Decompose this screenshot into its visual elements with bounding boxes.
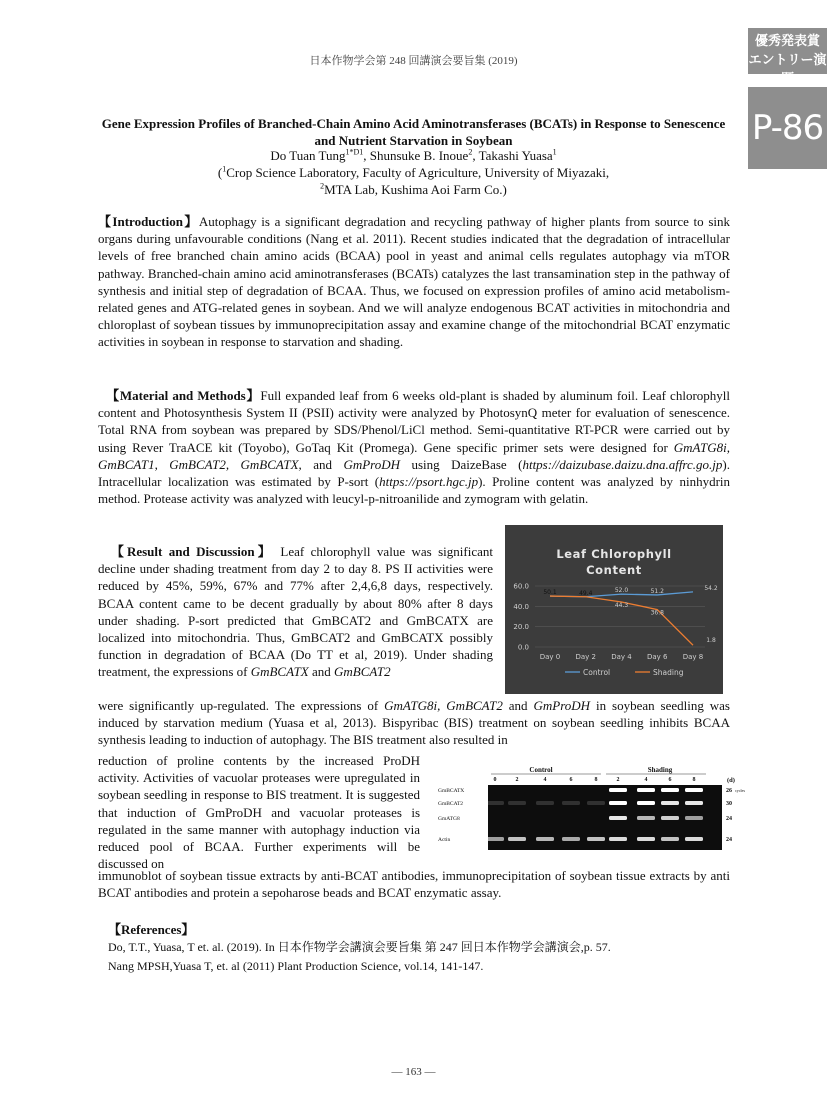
methods-text-4: ). Intracellular localization was estimated by P-sort ( xyxy=(98,456,730,490)
gel-lane-label: 2 xyxy=(515,777,519,783)
page-number: ― 163 ― xyxy=(391,1066,436,1078)
results-text-4: and xyxy=(502,698,534,713)
author-block xyxy=(100,147,727,198)
gel-cycle-label: 26 xyxy=(726,788,732,794)
chart-ytick-label: 0.0 xyxy=(517,643,529,652)
results-bis-text: reduction of proline contents by the increased ProDH activity. Activities of vacuolar proteases were upregulated in soybean seedling in response to BIS treatment. It is suggested that induction of GmProDH and vacuolar proteases is regulated in the same manner with autophagy induction via reduced pool of BCAA. Further experiments will be discussed on xyxy=(98,753,420,872)
chart-data-label: 50.1 xyxy=(543,589,557,597)
award-entry-badge xyxy=(748,28,827,87)
results-text-1: Leaf chlorophyll value was significant decline under shading treatment from day 2 to day 8. PS II activities were reduced by 45%, 59%, 67% and 77% after 2,4,6,8 days, respectively. BCAA content came to be decent gradually by about 80% after 8 days under shading. P-sort predicted that GmBCAT2 and GmBCATX are localized into mitochondria. Thus, GmBCAT2 and GmBCATX possibly function in degradation of BCAA (Do TT et al, 2019). Under shading treatment, the expressions of xyxy=(98,544,493,680)
gel-band xyxy=(609,837,627,841)
gel-lane-label: 0 xyxy=(493,777,497,783)
affiliation-1 xyxy=(100,164,727,181)
chart-ytick-label: 60.0 xyxy=(513,582,529,591)
gel-band xyxy=(486,837,504,841)
results-continued xyxy=(98,697,730,749)
gel-lane-label: 6 xyxy=(668,777,672,783)
methods-heading: 【Material and Methods】 xyxy=(106,388,261,403)
chart-ytick-label: 20.0 xyxy=(513,623,529,632)
author-2-sup: 2 xyxy=(468,147,473,157)
gel-band xyxy=(587,801,605,805)
gel-band xyxy=(508,837,526,841)
paper-title: Gene Expression Profiles of Branched-Chain Amino Acid Aminotransferases (BCATs) in Response to Senescence and Nutrient Starvation in Soybean xyxy=(101,116,726,148)
author-2: , Shunsuke B. Inoue xyxy=(363,148,469,163)
gel-band xyxy=(637,837,655,841)
gel-band xyxy=(661,788,679,792)
results-text-3: were significantly up-regulated. The expressions of xyxy=(98,698,385,713)
gel-lane-label: 6 xyxy=(569,777,573,783)
aff-2-text: MTA Lab, Kushima Aoi Farm Co.) xyxy=(324,182,507,197)
gel-band xyxy=(609,788,627,792)
aff-1-text: Crop Science Laboratory, Faculty of Agriculture, University of Miyazaki, xyxy=(226,165,610,180)
author-1-sup: 1*D1 xyxy=(345,147,364,157)
gel-lane-label: 8 xyxy=(594,777,598,783)
gel-band xyxy=(536,801,554,805)
methods-text-5: ). Proline content was analyzed by ninhydrin method. Protease activity was analyzed with leucyl-p-nitroanilide and zymogram with gelatin. xyxy=(98,474,731,507)
daizubase-url: https://daizubase.daizu.dna.affrc.go.jp xyxy=(522,456,723,472)
gel-control-label: Control xyxy=(529,766,553,774)
gel-shading-label: Shading xyxy=(647,766,673,774)
author-3: , Takashi Yuasa xyxy=(472,148,553,163)
results-gene-2: GmBCAT2 xyxy=(334,664,391,680)
chart-data-label: 52.0 xyxy=(614,587,629,595)
gel-band xyxy=(661,837,679,841)
chart-data-label: 44.3 xyxy=(614,601,629,609)
reference-2: Nang MPSH,Yuasa T, et. al (2011) Plant Production Science, vol.14, 141-147. xyxy=(108,959,484,973)
gel-band xyxy=(486,801,504,805)
psort-url: https://psort.hgc.jp xyxy=(379,474,479,490)
gel-band xyxy=(609,801,627,805)
gel-lane-label: 8 xyxy=(692,777,696,783)
chart-xtick-label: Day 8 xyxy=(682,653,704,661)
aff-open-paren: ( xyxy=(217,165,223,180)
chart-data-label: 51.2 xyxy=(650,587,664,595)
aff-2-sup: 2 xyxy=(320,181,325,191)
gel-band xyxy=(637,816,655,820)
results-heading: 【Result and Discussion】 xyxy=(110,544,274,559)
chlorophyll-chart xyxy=(505,525,723,694)
references-heading: 【References】 xyxy=(108,922,195,937)
introduction-heading: 【Introduction】 xyxy=(98,214,199,229)
gel-band xyxy=(685,837,703,841)
introduction-text: Autophagy is a significant degradation and recycling pathway of higher plants from source to sink organs during unfavourable conditions (Nang et al. 2011). Recent studies indicated that the degradation of intracellular levels of free branched chain amino acids (BCAA) pool in yeast and animal cells regulates autophagy via mTOR pathway. Branched-chain amino acid aminotransferases (BCATs) catalyzes the last transamination step in the pathway of synthesis and initial step of degradation of BCAA. Thus, we focused on expression profiles of amino acid metabolism-related genes and ATG-related genes in soybean. And we will analyze endogenous BCAT activities in mitochondria and chloroplast of soybean tissues by immunoprecipitation assay and examine change of the mitochondrial BCAT enzymatic activities in soybean in response to starvation and shading. xyxy=(98,214,730,350)
gel-panel-label: (d) xyxy=(727,777,735,784)
methods-text-3: using DaizeBase ( xyxy=(400,456,523,472)
chart-legend-label: Control xyxy=(583,668,611,677)
methods-genes: GmATG8i, GmBCAT1, GmBCAT2, GmBCATX, xyxy=(98,439,730,472)
author-1: Do Tuan Tung xyxy=(270,148,346,163)
chart-xtick-label: Day 6 xyxy=(646,653,668,661)
gel-lane-label: 4 xyxy=(543,777,547,783)
chart-xtick-label: Day 0 xyxy=(539,653,561,661)
gel-band xyxy=(562,801,580,805)
results-gene-1: GmBCATX xyxy=(250,664,309,680)
chart-title xyxy=(556,547,671,577)
chart-xtick-label: Day 4 xyxy=(611,653,632,661)
methods-text-1: Full expanded leaf from 6 weeks old-plant is shaded by aluminum foil. Leaf chlorophyll content and Photosynthesis System II (PSII) activity were analyzed by PhotosynQ meter for evaluation of senescence. Total RNA from soybean was prepared by SDS/Phenol/LiCl method. Semi-quantitative RT-PCR were carried out by using Rever TraACE kit (Toyobo), GoTaq Kit (Promega). Gene specific primer sets were designed for xyxy=(98,388,730,455)
gel-band xyxy=(562,837,580,841)
gel-band xyxy=(685,801,703,805)
chart-data-label: 36.8 xyxy=(650,609,664,617)
chart-xtick-label: Day 2 xyxy=(575,653,597,661)
results-text-5: in soybean seedling was induced by starvation medium (Yuasa et al, 2013). Bispyribac (BIS) treatment on soybean seedling inhibits BCAA synthesis leading to induction of autophagy. The BIS treatment also resulted in xyxy=(98,698,730,748)
gel-band xyxy=(661,816,679,820)
chart-data-label: 49.4 xyxy=(579,589,593,597)
gel-band xyxy=(587,837,605,841)
gel-gene-label: GmATG8 xyxy=(438,816,460,822)
chart-data-label: 1.8 xyxy=(706,637,716,645)
poster-code-badge: P-86 xyxy=(748,87,827,169)
award-badge-line2: エントリー演題 xyxy=(748,53,827,87)
gel-cycle-label: 24 xyxy=(726,837,732,843)
author-line xyxy=(100,147,727,164)
gel-band xyxy=(685,788,703,792)
chart-legend-label: Shading xyxy=(653,668,684,677)
results-text-2: and xyxy=(308,664,335,680)
gel-band xyxy=(685,816,703,820)
gel-band xyxy=(609,816,627,820)
chart-title-line1: Leaf Chlorophyll xyxy=(556,547,672,561)
reference-1: Do, T.T., Yuasa, T et. al. (2019). In 日本作物学会講演会要旨集 第 247 回日本作物学会講演会,p. 57. xyxy=(108,940,611,954)
gel-lane-label: 2 xyxy=(616,777,620,783)
results-final-text: immunoblot of soybean tissue extracts by anti-BCAT antibodies, immunoprecipitation of soybean tissue extracts by anti BCAT antibodies and protein a sepoharose beads and BCAT enzymatic assay. xyxy=(98,868,730,901)
results-gene-4: GmProDH xyxy=(533,698,591,713)
gel-gene-label: GmBCAT2 xyxy=(438,801,464,807)
chart-title-line2: Content xyxy=(586,563,642,577)
gel-gene-label: Actin xyxy=(438,837,451,843)
gel-band xyxy=(637,788,655,792)
results-gene-3: GmATG8i, GmBCAT2 xyxy=(384,698,503,713)
gel-cycle-label: 24 xyxy=(726,816,732,822)
author-3-sup: 1 xyxy=(552,147,557,157)
introduction-section xyxy=(98,213,730,351)
gel-band xyxy=(637,801,655,805)
methods-gene-last: GmProDH xyxy=(343,456,401,472)
journal-header: 日本作物学会第 248 回講演会要旨集 (2019) xyxy=(309,55,518,67)
gel-gene-label: GmBCATX xyxy=(438,788,465,794)
gel-band xyxy=(536,837,554,841)
gel-band xyxy=(508,801,526,805)
methods-text-2: and xyxy=(301,456,344,472)
gel-band xyxy=(661,801,679,805)
chart-data-label: 54.2 xyxy=(704,584,718,592)
gel-cycle-label: 30 xyxy=(726,801,732,807)
aff-1-sup: 1 xyxy=(222,164,227,174)
results-section xyxy=(98,543,493,681)
gel-lane-label: 4 xyxy=(644,777,648,783)
methods-section xyxy=(98,387,730,507)
rt-pcr-gel-image xyxy=(436,763,745,853)
award-badge-line1: 優秀発表賞 xyxy=(754,34,820,49)
affiliation-2 xyxy=(100,181,727,198)
gel-cycle-unit: cycles xyxy=(735,788,745,793)
chart-ytick-label: 40.0 xyxy=(513,602,529,611)
